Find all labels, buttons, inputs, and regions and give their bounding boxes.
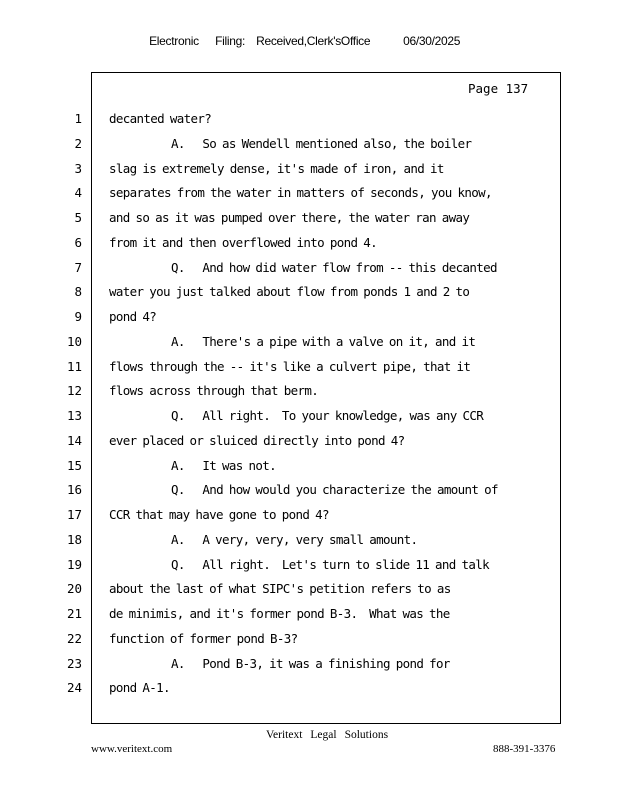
transcript-line: A. So as Wendell mentioned also, the boiler	[171, 135, 472, 151]
line-number-column	[60, 110, 82, 704]
transcript-line: Q. All right. To your knowledge, was any CCR	[171, 408, 484, 423]
line-number: 10	[66, 333, 82, 349]
transcript-line: pond A-1.	[109, 680, 170, 696]
transcript-line: pond 4?	[109, 309, 157, 324]
footer-company	[266, 729, 396, 741]
line-number: 17	[66, 507, 82, 522]
line-number: 20	[66, 581, 82, 597]
line-number: 11	[66, 358, 82, 374]
transcript-line: de minimis, and it's former pond B-3. What was the	[109, 606, 450, 621]
line-number: 6	[74, 234, 82, 250]
transcript-line: A. Pond B-3, it was a finishing pond for	[171, 655, 450, 671]
transcript-line: flows across through that berm.	[109, 383, 319, 399]
footer-company-legal: Legal	[310, 729, 337, 741]
line-number: 18	[66, 531, 82, 547]
transcript-line: decanted water?	[109, 111, 212, 126]
transcript-line: Q. All right. Let's turn to slide 11 and talk	[171, 556, 490, 572]
line-number: 23	[66, 655, 82, 671]
page-number: Page 137	[468, 81, 529, 96]
line-number: 24	[66, 680, 82, 696]
line-number: 2	[74, 135, 82, 151]
line-number: 14	[66, 432, 82, 448]
transcript-text	[109, 110, 549, 704]
line-number: 19	[66, 556, 82, 572]
transcript-line: Q. And how did water flow from -- this decanted	[171, 259, 497, 275]
line-number: 21	[66, 606, 82, 621]
footer-phone: 888-391-3376	[493, 743, 556, 755]
line-number: 13	[66, 408, 82, 423]
filing-header-filing: Filing:	[215, 34, 245, 48]
filing-header	[143, 20, 460, 48]
transcript-line: A. A very, very, very small amount.	[171, 531, 418, 547]
transcript-line: function of former pond B-3?	[109, 630, 298, 646]
filing-header-electronic: Electronic	[149, 34, 199, 48]
footer-website: www.veritext.com	[91, 743, 173, 755]
filing-header-date: 06/30/2025	[403, 34, 461, 48]
line-number: 16	[66, 482, 82, 498]
transcript-line: ever placed or sluiced directly into pond 4?	[109, 432, 405, 448]
transcript-line: flows through the -- it's like a culvert pipe, that it	[109, 358, 471, 374]
footer-company-veritext: Veritext	[266, 729, 303, 741]
line-number: 3	[74, 160, 82, 176]
transcript-line: water you just talked about flow from ponds 1 and 2 to	[109, 284, 470, 300]
transcript-line: Q. And how would you characterize the amount of	[171, 482, 498, 498]
transcript-line: CCR that may have gone to pond 4?	[109, 507, 329, 522]
filing-header-received: Received,Clerk'sOffice	[256, 34, 371, 48]
line-number: 9	[74, 309, 82, 324]
line-number: 4	[74, 185, 82, 201]
line-number: 7	[74, 259, 82, 275]
line-number: 15	[66, 457, 82, 473]
transcript-line: about the last of what SIPC's petition refers to as	[109, 581, 451, 597]
transcript-line: A. There's a pipe with a valve on it, and it	[171, 333, 476, 349]
line-number: 8	[74, 284, 82, 300]
line-number: 5	[74, 210, 82, 225]
footer-company-solutions: Solutions	[344, 729, 389, 741]
transcript-line: A. It was not.	[171, 457, 277, 473]
line-number: 12	[66, 383, 82, 399]
transcript-line: from it and then overflowed into pond 4.	[109, 234, 378, 250]
transcript-line: separates from the water in matters of seconds, you know,	[109, 185, 492, 201]
line-number: 1	[74, 111, 82, 126]
transcript-line: slag is extremely dense, it's made of iron, and it	[109, 160, 444, 176]
line-number: 22	[66, 630, 82, 646]
transcript-line: and so as it was pumped over there, the water ran away	[109, 210, 470, 225]
